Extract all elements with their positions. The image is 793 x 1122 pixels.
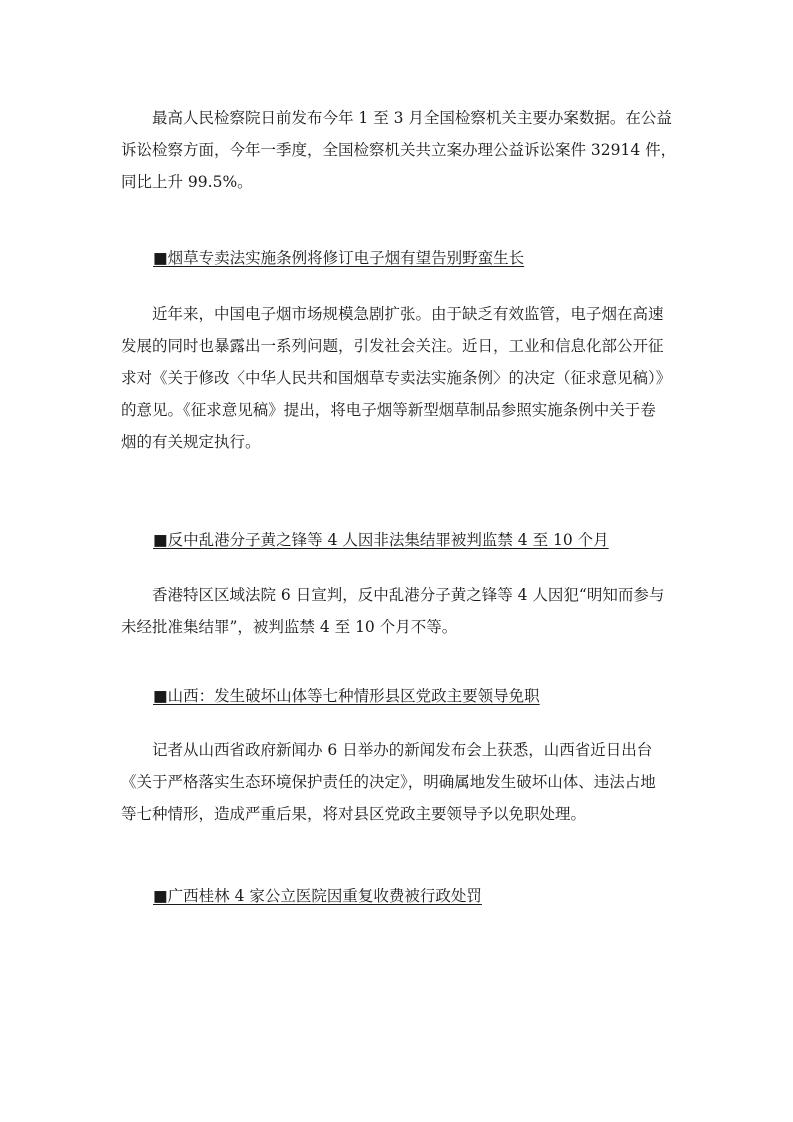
text-line: 《关于严格落实生态环境保护责任的决定》，明确属地发生破坏山体、违法占地 [121,773,656,791]
text-line: 未经批准集结罪”，被判监禁 4 至 10 个月不等。 [121,618,458,636]
text-line: 同比上升 99.5%。 [121,173,253,191]
section-heading-e-cigarette: ■烟草专卖法实施条例将修订电子烟有望告别野蛮生长 [153,249,525,267]
section-heading-shanxi: ■山西：发生破坏山体等七种情形县区党政主要领导免职 [153,687,540,705]
text-line: 近年来，中国电子烟市场规模急剧扩张。由于缺乏有效监管，电子烟在高速 [152,305,664,323]
text-line: 求对《关于修改〈中华人民共和国烟草专卖法实施条例〉的决定（征求意见稿）》 [121,369,672,387]
text-line: 最高人民检察院日前发布今年 1 至 3 月全国检察机关主要办案数据。在公益 [152,109,672,127]
text-line: 的意见。《征求意见稿》提出，将电子烟等新型烟草制品参照实施条例中关于卷 [121,401,656,419]
intro-paragraph [121,102,676,198]
text-line: 诉讼检察方面，今年一季度，全国检察机关共立案办理公益诉讼案件 32914 件， [121,141,677,159]
e-cigarette-paragraph [121,298,676,458]
text-line: 等七种情形，造成严重后果，将对县区党政主要领导予以免职处理。 [121,805,587,823]
text-line: 烟的有关规定执行。 [121,433,261,451]
text-line: 发展的同时也暴露出一系列问题，引发社会关注。近日，工业和信息化部公开征 [121,337,664,355]
section-heading-guilin: ■广西桂林 4 家公立医院因重复收费被行政处罚 [153,887,482,905]
hong-kong-paragraph [121,579,676,643]
section-heading-hong-kong: ■反中乱港分子黄之锋等 4 人因非法集结罪被判监禁 4 至 10 个月 [153,531,609,549]
shanxi-paragraph [121,734,676,830]
text-line: 香港特区区域法院 6 日宣判，反中乱港分子黄之锋等 4 人因犯“明知而参与 [152,586,665,604]
text-line: 记者从山西省政府新闻办 6 日举办的新闻发布会上获悉，山西省近日出台 [152,741,653,759]
